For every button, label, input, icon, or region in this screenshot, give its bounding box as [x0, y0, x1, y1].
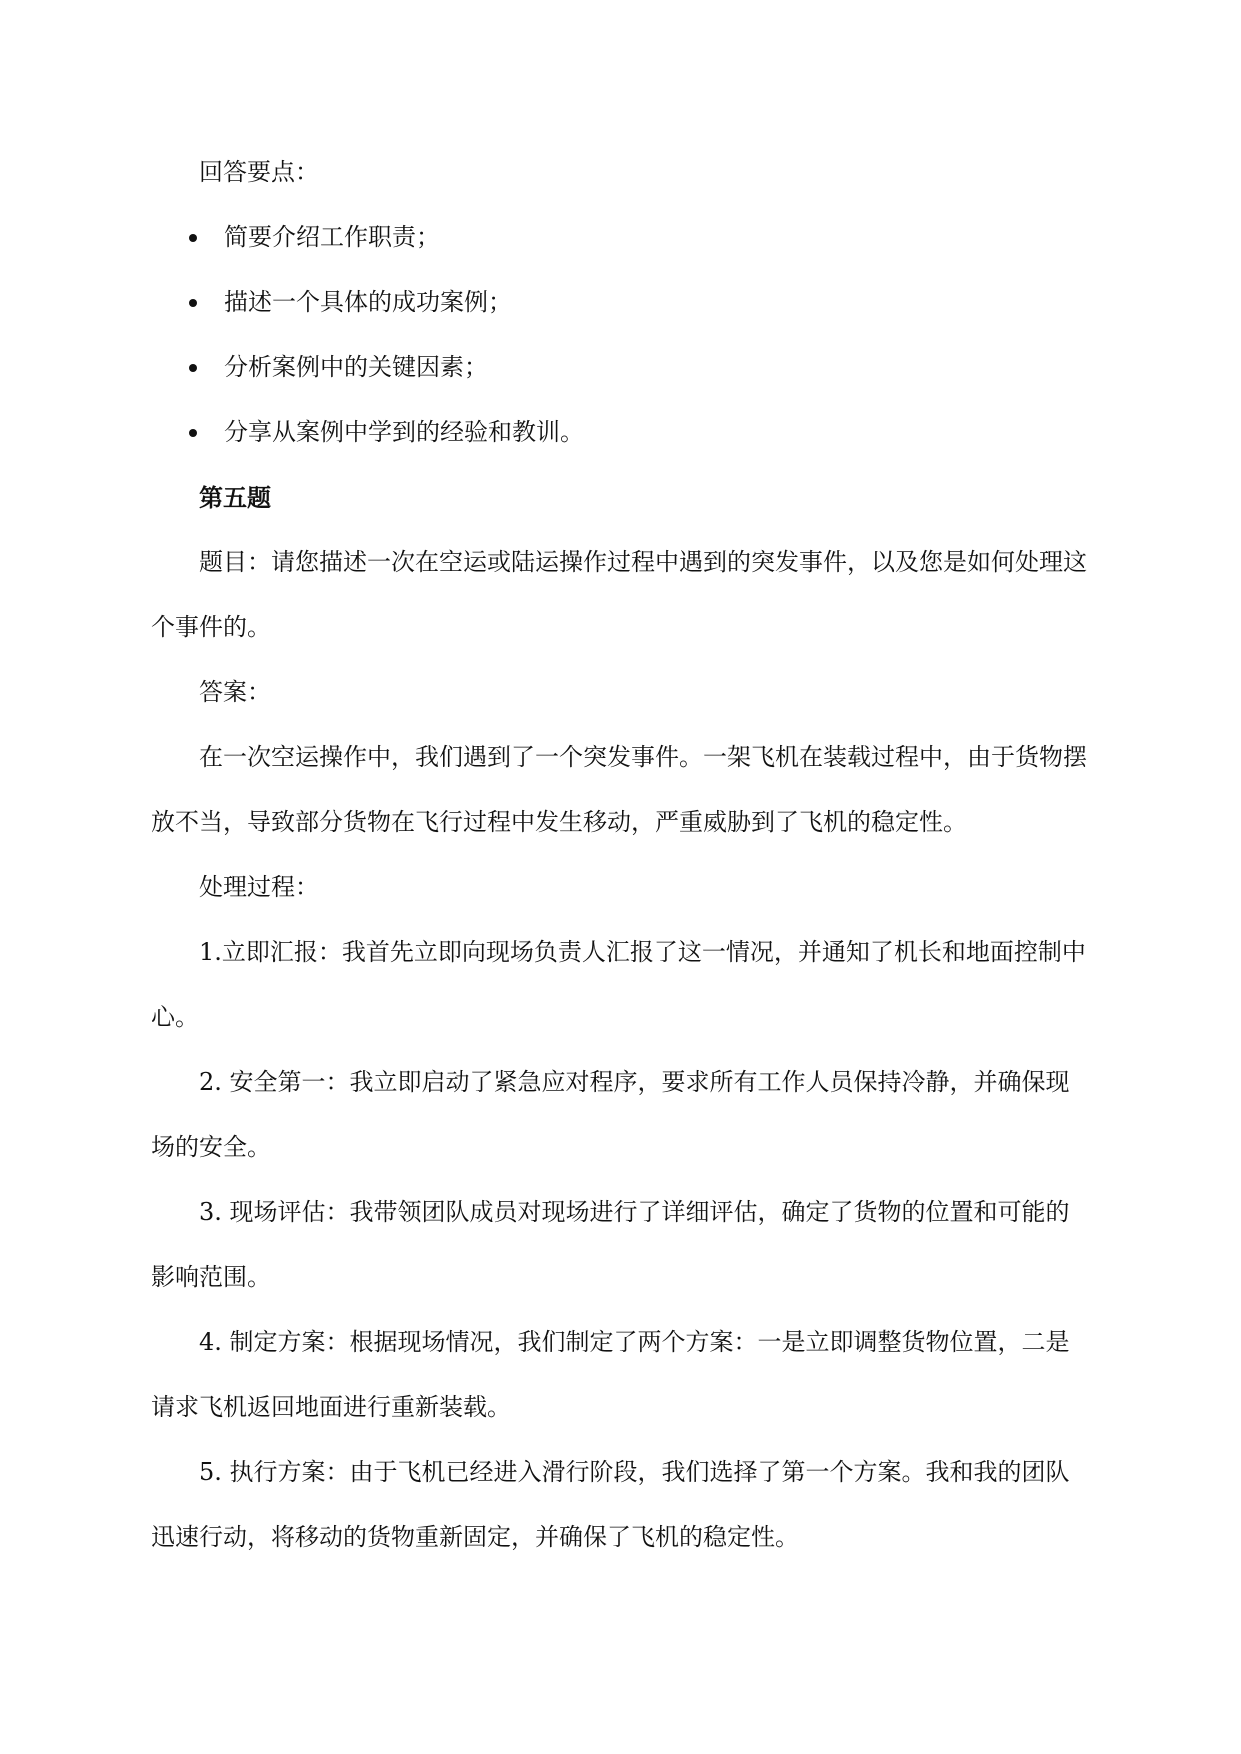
step-paragraph: 3. 现场评估：我带领团队成员对现场进行了详细评估，确定了货物的位置和可能的影响范围。 [151, 1198, 1070, 1291]
step-paragraph: 4. 制定方案：根据现场情况，我们制定了两个方案：一是立即调整货物位置，二是请求飞机返回地面进行重新装载。 [151, 1328, 1070, 1421]
answer-points-label: 回答要点： [199, 158, 319, 186]
list-item-text: 描述一个具体的成功案例； [224, 288, 512, 316]
section-heading: 第五题 [199, 483, 271, 512]
answer-label: 答案： [199, 678, 271, 706]
list-item-text: 简要介绍工作职责； [224, 223, 440, 251]
document-content [151, 140, 1091, 1570]
bullet-icon [189, 364, 197, 372]
bullet-icon [189, 234, 197, 242]
bullet-icon [189, 299, 197, 307]
list-item [151, 205, 1091, 270]
answer-points-list [151, 205, 1091, 465]
list-item-text: 分享从案例中学到的经验和教训。 [224, 418, 584, 446]
list-item [151, 270, 1091, 335]
process-label: 处理过程： [199, 873, 319, 901]
step-paragraph: 5. 执行方案：由于飞机已经进入滑行阶段，我们选择了第一个方案。我和我的团队迅速行动，将移动的货物重新固定，并确保了飞机的稳定性。 [151, 1458, 1070, 1551]
step-paragraph: 2. 安全第一：我立即启动了紧急应对程序，要求所有工作人员保持冷静，并确保现场的安全。 [151, 1068, 1070, 1161]
question-paragraph: 题目：请您描述一次在空运或陆运操作过程中遇到的突发事件，以及您是如何处理这个事件的。 [151, 548, 1087, 641]
list-item [151, 335, 1091, 400]
answer-intro-paragraph: 在一次空运操作中，我们遇到了一个突发事件。一架飞机在装载过程中，由于货物摆放不当，导致部分货物在飞行过程中发生移动，严重威胁到了飞机的稳定性。 [151, 743, 1087, 836]
list-item [151, 400, 1091, 465]
list-item-text: 分析案例中的关键因素； [224, 353, 488, 381]
bullet-icon [189, 429, 197, 437]
step-paragraph: 1.立即汇报：我首先立即向现场负责人汇报了这一情况，并通知了机长和地面控制中心。 [151, 938, 1086, 1031]
